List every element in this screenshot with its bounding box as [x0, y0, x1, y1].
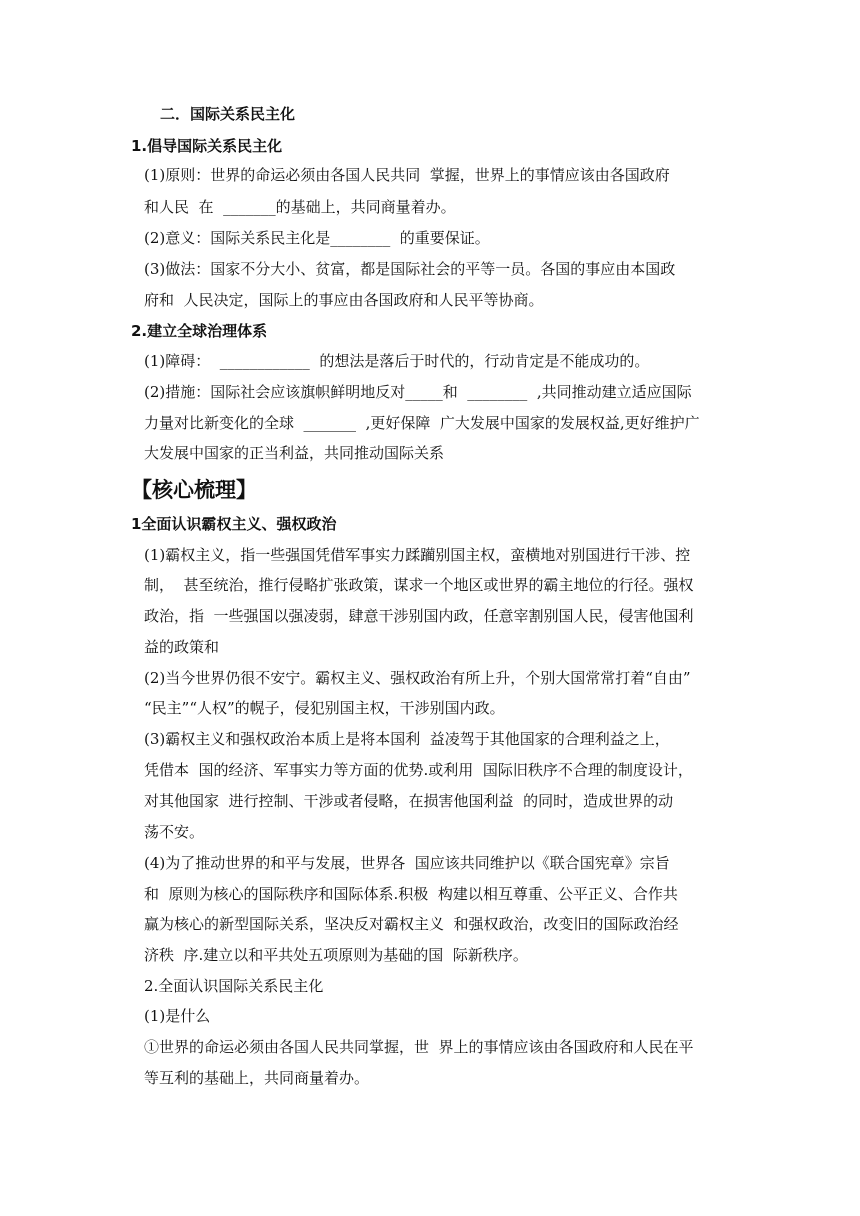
- c4-line4: 济秩 序.建立以和平共处五项原则为基础的国 际新秩序。: [144, 946, 528, 964]
- part1-heading: 1.倡导国际关系民主化: [131, 137, 283, 155]
- p3-line2: 府和 人民决定，国际上的事应由各国政府和人民平等协商。: [144, 291, 544, 309]
- q1-line: (1)障碍： ____________ 的想法是落后于时代的，行动肯定是不能成功的。: [144, 352, 650, 370]
- c2-line1: (2)当今世界仍很不安宁。霸权主义、强权政治有所上升，个别大国常常打着“自由”: [144, 669, 691, 687]
- d2-line1: ①世界的命运必须由各国人民共同掌握，世 界上的事情应该由各国政府和人民在平: [144, 1038, 694, 1056]
- c4-line1: (4)为了推动世界的和平与发展，世界各 国应该共同维护以《联合国宪章》宗旨: [144, 854, 670, 872]
- d1-line: (1)是什么: [144, 1007, 211, 1025]
- core2-heading: 2.全面认识国际关系民主化: [144, 977, 324, 995]
- c1-line1: (1)霸权主义，指一些强国凭借军事实力蹂躏别国主权，蛮横地对别国进行干涉、控: [144, 546, 691, 564]
- q2-line3: 大发展中国家的正当利益，共同推动国际关系: [144, 444, 445, 462]
- part2-heading: 2.建立全球治理体系: [131, 322, 268, 340]
- p1-line1: (1)原则：世界的命运必须由各国人民共同 掌握，世界上的事情应该由各国政府: [144, 166, 670, 184]
- section-title: 二．国际关系民主化: [160, 105, 296, 123]
- d2-line2: 等互利的基础上，共同商量着办。: [144, 1069, 370, 1087]
- p3-line1: (3)做法：国家不分大小、贫富，都是国际社会的平等一员。各国的事应由本国政: [144, 260, 676, 278]
- c1-line2: 制， 甚至统治，推行侵略扩张政策，谋求一个地区或世界的霸主地位的行径。强权: [144, 576, 694, 594]
- p2-line: (2)意义：国际关系民主化是________ 的重要保证。: [144, 229, 490, 247]
- core-heading: 【核心梳理】: [131, 478, 257, 502]
- core1-heading: 1全面认识霸权主义、强权政治: [131, 515, 337, 533]
- p1-line2: 和人民 在 _______的基础上，共同商量着办。: [144, 198, 456, 216]
- c3-line3: 对其他国家 进行控制、干涉或者侵略，在损害他国利益 的同时，造成世界的动: [144, 792, 674, 810]
- c2-line2: “民主”“人权”的幌子，侵犯别国主权，干涉别国内政。: [144, 699, 505, 717]
- c1-line3: 政治，指 一些强国以强凌弱，肆意干涉别国内政，任意宰割别国人民，侵害他国利: [144, 607, 694, 625]
- q2-line1: (2)措施：国际社会应该旗帜鲜明地反对_____和 ________ ,共同推动建立适应国际: [144, 383, 692, 401]
- q2-line2: 力量对比新变化的全球 _______ ,更好保障 广大发展中国家的发展权益,更好维护广: [144, 414, 700, 432]
- c3-line1: (3)霸权主义和强权政治本质上是将本国利 益凌驾于其他国家的合理利益之上，: [144, 730, 670, 748]
- c4-line2: 和 原则为核心的国际秩序和国际体系.积极 构建以相互尊重、公平正义、合作共: [144, 885, 678, 903]
- c1-line4: 益的政策和: [144, 638, 220, 656]
- c3-line4: 荡不安。: [144, 823, 205, 841]
- c4-line3: 赢为核心的新型国际关系，坚决反对霸权主义 和强权政治，改变旧的国际政治经: [144, 915, 679, 933]
- c3-line2: 凭借本 国的经济、军事实力等方面的优势.或利用 国际旧秩序不合理的制度设计，: [144, 761, 693, 779]
